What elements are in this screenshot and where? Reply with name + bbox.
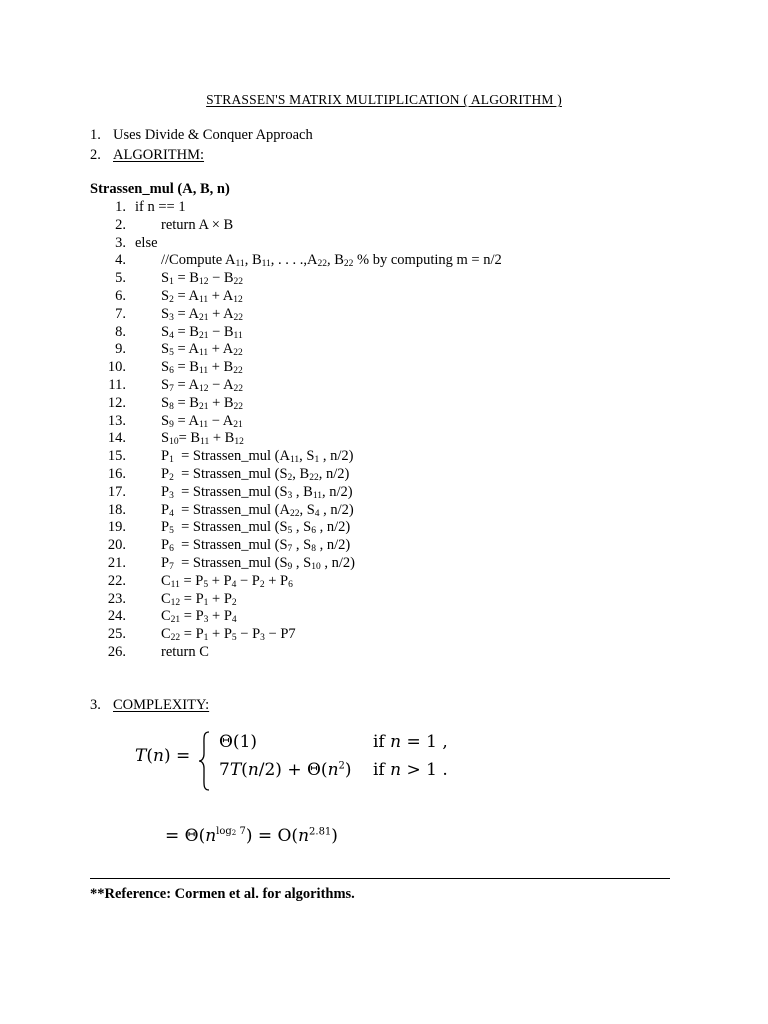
case2-condition: if n > 1 . — [373, 760, 448, 780]
recurrence-equation — [135, 732, 465, 792]
step-number: 5. — [115, 270, 126, 287]
algorithm-step — [0, 430, 768, 448]
step-text: $C_{21} = P_3 + P_4$ — [161, 608, 237, 626]
step-number: 23. — [107, 590, 126, 607]
function-header: Strassen_mul (A, B, n) — [90, 181, 230, 197]
algorithm-step — [0, 217, 768, 235]
step-text: $P_2$ = Strassen_mul ($S_2$, $B_{22}$, n/2) — [161, 466, 350, 483]
algorithm-step — [0, 519, 768, 537]
step-text: $C_{11} = P_5 + P_4 - P_2 + P_6$ — [161, 572, 293, 590]
intro-item-number: 1. — [90, 127, 101, 143]
algorithm-step — [0, 573, 768, 591]
step-text: $S_6 = B_{11} + B_{22}$ — [161, 359, 243, 377]
step-text: $S_4 = B_{21} - B_{11}$ — [161, 323, 243, 341]
step-text: $S_9 = A_{11} - A_{21}$ — [161, 412, 243, 430]
algorithm-step — [0, 395, 768, 413]
step-number: 25. — [107, 626, 126, 643]
complexity-result: = $\Theta(n^{log_2 7}) = O(n^{2.81})$ — [165, 826, 338, 846]
algorithm-step — [0, 252, 768, 270]
step-number: 4. — [115, 252, 126, 269]
algorithm-step — [0, 644, 768, 662]
complexity-label: COMPLEXITY: — [113, 697, 210, 713]
step-number: 19. — [107, 519, 126, 536]
algorithm-step — [0, 591, 768, 609]
step-text: $S_8 = B_{21} + B_{22}$ — [161, 394, 244, 412]
step-text: return C — [161, 644, 209, 660]
step-number: 7. — [115, 305, 126, 322]
algorithm-step — [0, 359, 768, 377]
step-number: 14. — [107, 430, 126, 447]
step-number: 21. — [107, 555, 126, 571]
step-number: 22. — [107, 572, 126, 589]
step-number: 8. — [115, 323, 126, 340]
algorithm-step — [0, 502, 768, 520]
intro-item-number: 2. — [90, 147, 101, 163]
algorithm-step — [0, 324, 768, 342]
reference-note: **Reference: Cormen et al. for algorithms. — [90, 886, 355, 902]
step-text: $P_1$ = Strassen_mul ($A_{11}$, $S_1$ , n/2) — [161, 448, 354, 466]
step-text: $P_6$ = Strassen_mul ($S_7$ , $S_8$ , n/2) — [161, 537, 351, 555]
recurrence-lhs: T(n) = — [135, 746, 191, 766]
divider — [90, 878, 670, 879]
step-text: $S_1 = B_{12} - B_{22}$ — [161, 270, 244, 288]
algorithm-step — [0, 413, 768, 431]
step-number: 20. — [107, 537, 126, 554]
algorithm-step — [0, 555, 768, 573]
page-title: STRASSEN'S MATRIX MULTIPLICATION ( ALGORITHM ) — [206, 92, 562, 107]
algorithm-step — [0, 377, 768, 395]
step-number: 10. — [107, 359, 126, 376]
algorithm-step — [0, 448, 768, 466]
step-text: //Compute $A_{11}$, $B_{11}$, . . . $.,A_{22}$, $B_{22}$ % by computing m = n/2 — [161, 252, 502, 270]
step-text: $S_7 = A_{12} - A_{22}$ — [161, 377, 244, 394]
intro-item-1 — [90, 127, 313, 144]
complexity-number: 3. — [90, 697, 101, 713]
case1-expression: Θ(1) — [219, 732, 258, 752]
step-number: 18. — [107, 501, 126, 518]
step-text: $C_{12} = P_1 + P_2$ — [161, 590, 237, 608]
step-text: $S_2 = A_{11} + A_{12}$ — [161, 288, 243, 305]
algorithm-step — [0, 626, 768, 644]
algorithm-step — [0, 288, 768, 306]
step-number: 9. — [115, 341, 126, 358]
step-number: 17. — [107, 483, 126, 500]
algorithm-step — [0, 484, 768, 502]
algorithm-heading: ALGORITHM: — [113, 147, 205, 163]
step-number: 11. — [108, 377, 126, 393]
step-text: $P_3$ = Strassen_mul ($S_3$ , $B_{11}$, n/2) — [161, 483, 353, 501]
algorithm-step — [0, 270, 768, 288]
step-text: $P_4$ = Strassen_mul ($A_{22}$, $S_4$ , n/2) — [161, 501, 354, 519]
step-text: $S_{10}= B_{11} + B_{12}$ — [161, 430, 244, 448]
complexity-heading — [90, 697, 210, 714]
step-number: 15. — [107, 448, 126, 465]
algorithm-step — [0, 341, 768, 359]
step-number: 1. — [115, 199, 126, 215]
algorithm-step — [0, 537, 768, 555]
case1-condition: if n = 1 , — [373, 732, 448, 752]
step-number: 16. — [107, 466, 126, 482]
step-number: 12. — [107, 394, 126, 411]
left-brace-icon — [197, 730, 211, 792]
step-text: $C_{22} = P_1 + P_5 - P_3 - P7$ — [161, 626, 296, 644]
step-number: 2. — [115, 216, 126, 233]
case2-expression: $7T(n/2) + \Theta(n^2)$ — [219, 760, 352, 780]
step-text: return A × B — [161, 216, 234, 233]
algorithm-step — [0, 608, 768, 626]
step-number: 26. — [107, 644, 126, 660]
algorithm-step — [0, 235, 768, 253]
step-text: $S_3 = A_{21} + A_{22}$ — [161, 305, 244, 323]
algorithm-step — [0, 199, 768, 217]
step-text: if n == 1 — [135, 199, 186, 215]
intro-item-text: Uses Divide & Conquer Approach — [113, 127, 313, 143]
step-number: 13. — [107, 412, 126, 429]
step-text: $P_5$ = Strassen_mul ($S_5$ , $S_6$ , n/2) — [161, 519, 351, 537]
step-text: $P_7$ = Strassen_mul ($S_9$ , $S_{10}$ , n/2) — [161, 555, 355, 572]
step-text: $S_5 = A_{11} + A_{22}$ — [161, 341, 243, 359]
intro-item-2 — [90, 147, 205, 164]
step-number: 6. — [115, 288, 126, 304]
step-text: else — [135, 234, 158, 251]
step-number: 3. — [115, 234, 126, 251]
algorithm-step — [0, 306, 768, 324]
step-number: 24. — [107, 608, 126, 625]
algorithm-step — [0, 466, 768, 484]
